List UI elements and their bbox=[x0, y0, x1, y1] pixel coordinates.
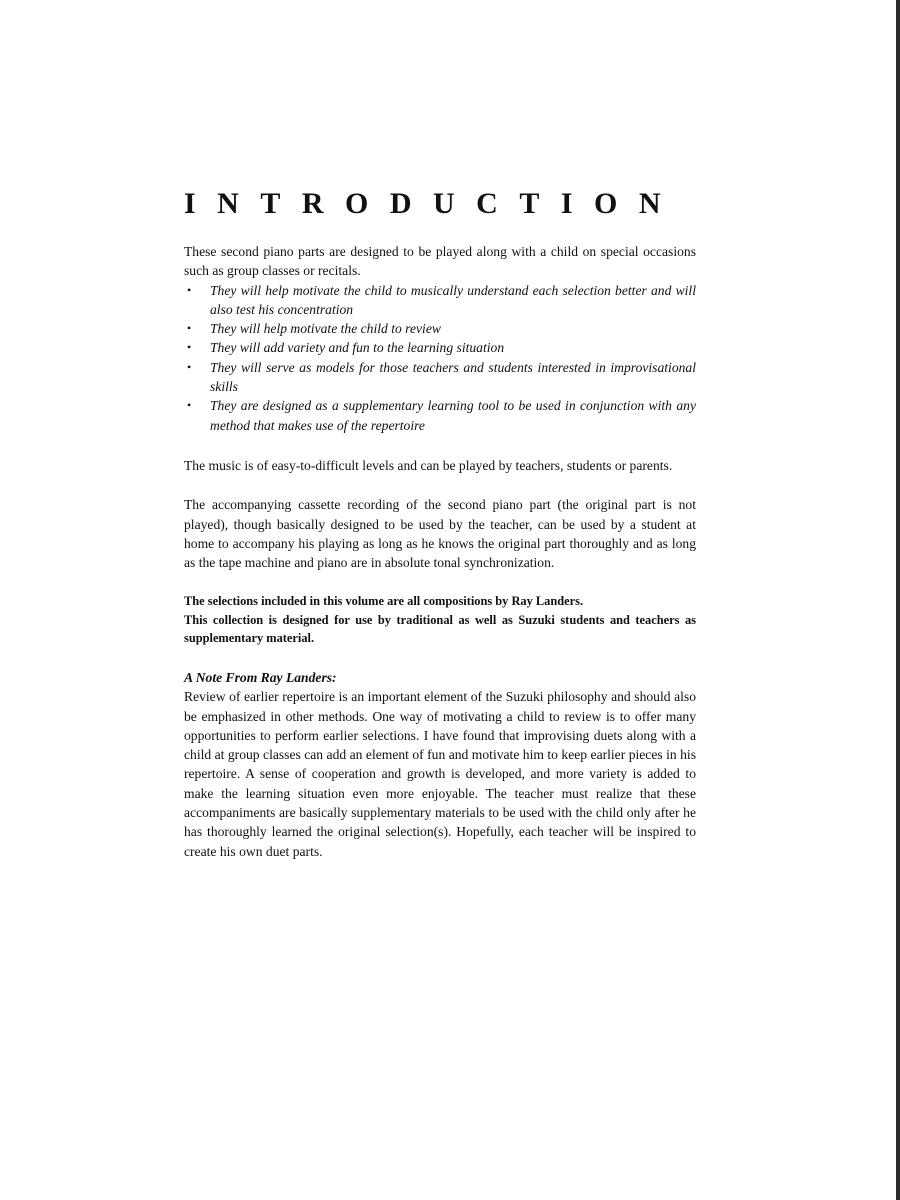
list-item-text: They will add variety and fun to the learning situation bbox=[210, 340, 505, 356]
note-body: Review of earlier repertoire is an important element of the Suzuki philosophy and should also be emphasized in other methods. One way of motivating a child to review is to offer many opportunities to perform earlier selections. I have found that improvising duets along with a child at group classes can add an element of fun and motivate him to keep earlier pieces in his repertoire. A sense of cooperation and growth is developed, and more variety is added to make the learning situation even more enjoyable. The teacher must realize that these accompaniments are basically supplementary materials to be used with the child only after he has thoroughly learned the original selection(s). Hopefully, each teacher will be inspired to create his own duet parts. bbox=[184, 689, 696, 859]
list-item bbox=[184, 396, 696, 435]
bullet-icon: • bbox=[187, 398, 192, 413]
document-body bbox=[184, 186, 696, 861]
list-item-text: They will help motivate the child to musically understand each selection better and will also test his concentration bbox=[210, 282, 696, 317]
list-item bbox=[184, 319, 696, 338]
list-item-text: They will serve as models for those teachers and students interested in improvisational skills bbox=[210, 359, 696, 395]
bullet-icon: • bbox=[187, 282, 192, 297]
list-item bbox=[184, 338, 696, 357]
selections-notice bbox=[184, 592, 696, 648]
benefits-list bbox=[184, 281, 696, 435]
list-item bbox=[184, 358, 696, 397]
bullet-icon: • bbox=[187, 321, 192, 336]
list-item bbox=[184, 281, 696, 320]
list-item-text: They will help motivate the child to review bbox=[210, 321, 441, 337]
note-heading: A Note From Ray Landers: bbox=[184, 669, 337, 685]
collection-line: This collection is designed for use by traditional as well as Suzuki students and teachers as supplementary material. bbox=[184, 612, 696, 646]
levels-paragraph: The music is of easy-to-difficult levels and can be played by teachers, students or parents. bbox=[184, 457, 673, 473]
intro-paragraph: These second piano parts are designed to be played along with a child on special occasions such as group classes or recitals. bbox=[184, 244, 696, 279]
cassette-paragraph: The accompanying cassette recording of the second piano part (the original part is not played), though basically designed to be used by the teacher, can be used by a student at home to accompany his playing as long as he knows the original part thoroughly and as long as the tape machine and piano are in absolute tonal synchronization. bbox=[184, 497, 696, 571]
selections-line: The selections included in this volume are all compositions by Ray Landers. bbox=[184, 594, 584, 609]
page-edge-border bbox=[896, 0, 900, 1200]
bullet-icon: • bbox=[187, 359, 192, 374]
list-item-text: They are designed as a supplementary learning tool to be used in conjunction with any method that makes use of the repertoire bbox=[210, 398, 696, 433]
bullet-icon: • bbox=[187, 340, 192, 355]
page-title: INTRODUCTION bbox=[184, 187, 683, 220]
